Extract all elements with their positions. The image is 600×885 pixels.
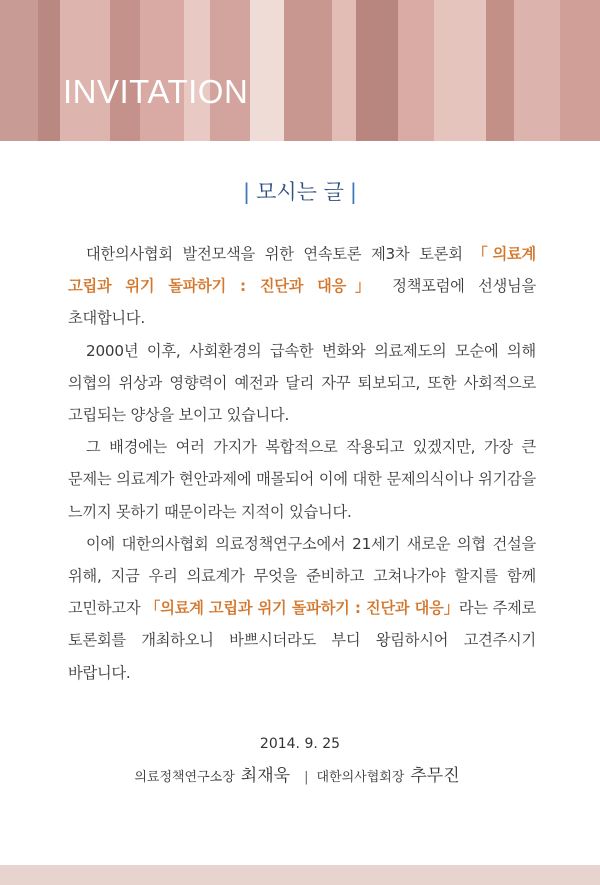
- header-stripe: [514, 0, 560, 141]
- header-stripe: [560, 0, 600, 141]
- invitation-date: 2014. 9. 25: [259, 736, 341, 752]
- header-stripe: [210, 0, 250, 141]
- invitation-body: [68, 238, 536, 689]
- header-title: INVITATION: [63, 73, 249, 110]
- p1-text-a: 대한의사협회 발전모색을 위한 연속토론 제3차 토론회: [86, 245, 473, 263]
- header-stripes: [0, 0, 600, 141]
- signature-line: [0, 763, 600, 791]
- section-title-text: 모시는 글: [256, 180, 344, 204]
- title-bar-right: |: [349, 180, 357, 204]
- paragraph-1: [68, 238, 536, 335]
- signature-separator: |: [304, 770, 309, 785]
- header-stripe: [332, 0, 356, 141]
- paragraph-3: 그 배경에는 여러 가지가 복합적으로 작용되고 있겠지만, 가장 큰 문제는 의료계가 현안과제에 매몰되어 이에 대한 문제의식이나 위기감을 느끼지 못하기 때문이라는 지적이 있습니다.: [68, 438, 536, 521]
- header-banner: [0, 0, 600, 141]
- header-stripe: [140, 0, 184, 141]
- signer1-title: 의료정책연구소장: [134, 770, 235, 785]
- header-stripe: [486, 0, 514, 141]
- header-stripe: [434, 0, 486, 141]
- header-stripe: [184, 0, 210, 141]
- p4-text-a: 이에 대한의사협회 의료정책연구소에서 21세기 새로운 의협 건설을 위해, 지금 우리 의료계가 무엇을 준비하고 고쳐나가야 할지를 함께 고민하고자: [68, 534, 536, 618]
- header-stripe: [38, 0, 60, 141]
- header-stripe: [356, 0, 398, 141]
- header-stripe: [284, 0, 332, 141]
- paragraph-2: 2000년 이후, 사회환경의 급속한 변화와 의료제도의 모순에 의해 의협의 위상과 영향력이 예전과 달리 자꾸 퇴보되고, 또한 사회적으로 고립되는 양상을 보이고 있습니다.: [68, 341, 536, 425]
- p4-text-b: 라는 주제로 토론회를 개최하오니 바쁘시더라도 부디 왕림하시어 고견주시기 바랍니다.: [68, 599, 537, 682]
- section-title: [0, 176, 600, 208]
- header-stripe: [250, 0, 284, 141]
- title-bar-left: |: [243, 180, 251, 204]
- paragraph-4: [68, 528, 536, 689]
- header-stripe: [60, 0, 110, 141]
- footer-band: [0, 865, 600, 885]
- p1-text-b: 정책포럼에 선생님을 초대합니다.: [68, 277, 536, 328]
- header-stripe: [110, 0, 140, 141]
- header-stripe: [398, 0, 434, 141]
- signer2-name: 추무진: [410, 766, 460, 786]
- signer2-title: 대한의사협회장: [316, 770, 405, 785]
- header-stripe: [0, 0, 38, 141]
- signer1-name: 최재욱: [240, 766, 291, 786]
- p4-highlight: 「의료계 고립과 위기 돌파하기 : 진단과 대응」: [145, 599, 459, 618]
- p1-highlight: 「의료계 고립과 위기 돌파하기 : 진단과 대응」: [68, 245, 536, 296]
